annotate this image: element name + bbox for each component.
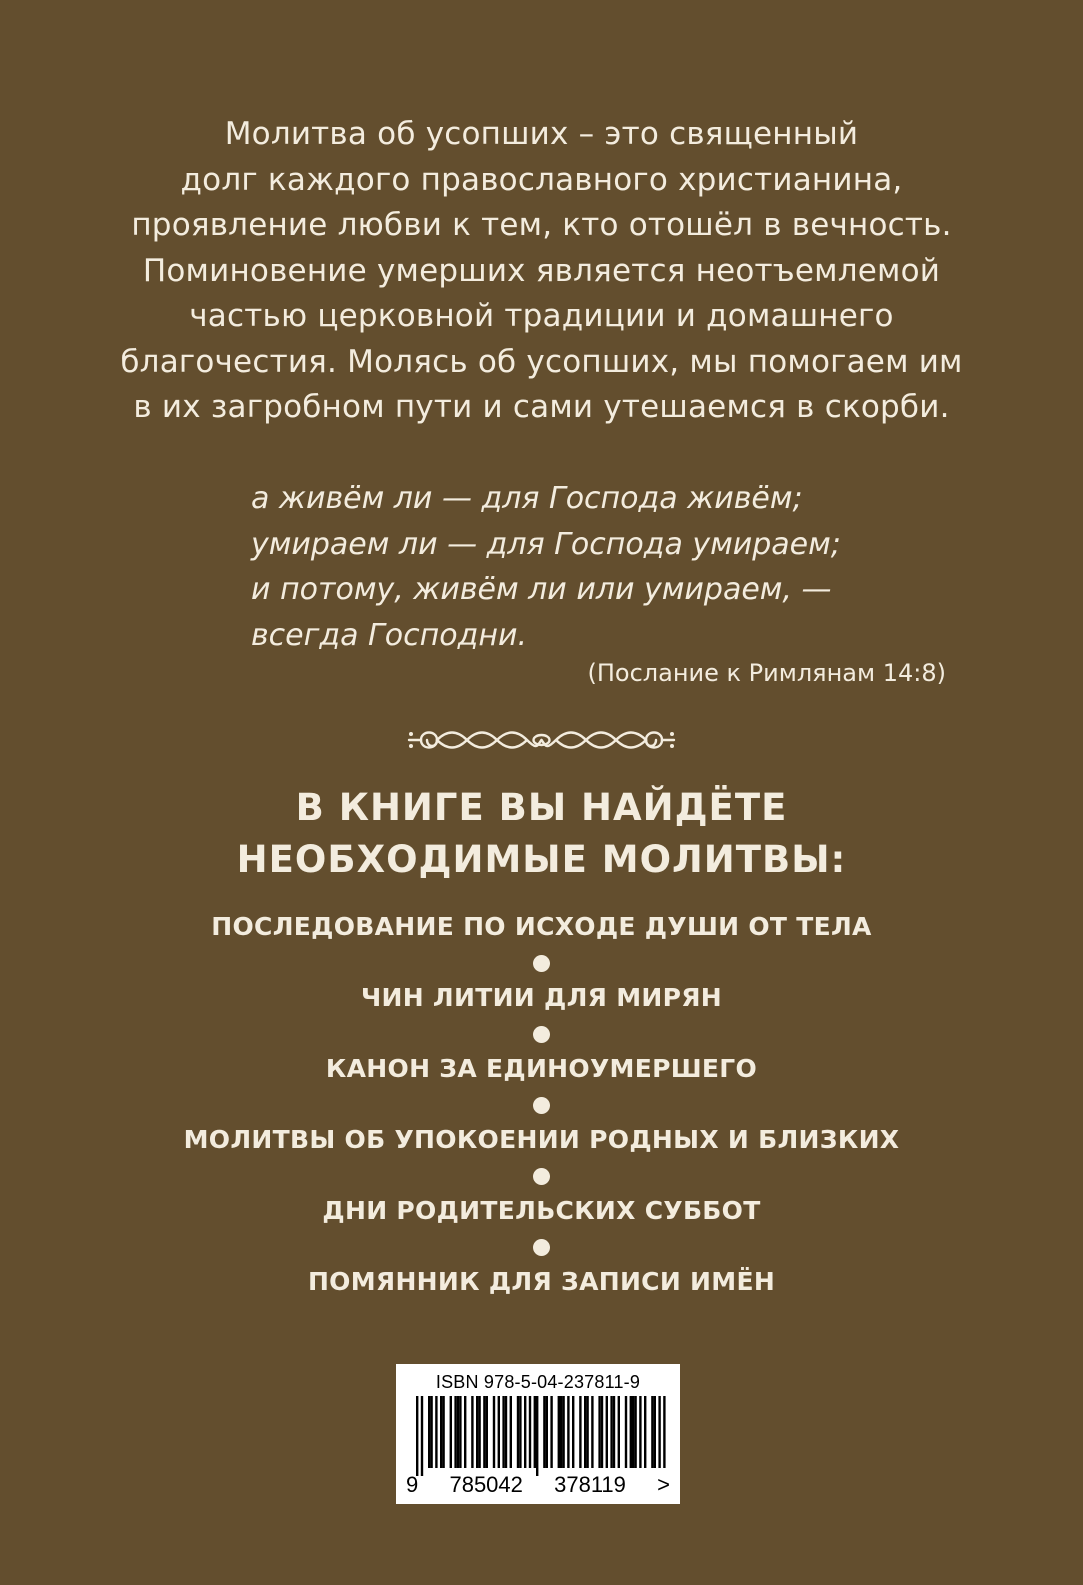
barcode-bar — [579, 1396, 581, 1468]
barcode-bar — [459, 1396, 461, 1468]
barcode-bar — [634, 1396, 636, 1468]
barcode-bar — [625, 1396, 627, 1468]
intro-line: Молитва об усопших – это священный — [224, 116, 859, 152]
bullet-separator — [0, 1155, 1083, 1196]
barcode-bar — [478, 1396, 480, 1468]
barcode-bar — [630, 1396, 632, 1468]
barcode-bar — [529, 1396, 531, 1468]
bullet-separator — [0, 942, 1083, 983]
barcode-bar — [658, 1396, 660, 1468]
contents-item: ЧИН ЛИТИИ ДЛЯ МИРЯН — [360, 983, 723, 1012]
barcode-bar — [558, 1396, 560, 1468]
barcode-bar — [498, 1396, 500, 1468]
bullet-separator — [0, 1084, 1083, 1125]
barcode-digit-group: 785042 — [449, 1472, 523, 1497]
contents-item: ПОМЯННИК ДЛЯ ЗАПИСИ ИМЁН — [307, 1267, 776, 1296]
barcode-digit-group: 378119 — [554, 1472, 626, 1497]
barcode-bar — [457, 1396, 459, 1468]
barcode-bar — [644, 1396, 646, 1468]
contents-item: ДНИ РОДИТЕЛЬСКИХ СУББОТ — [322, 1196, 761, 1225]
barcode-bar — [430, 1396, 432, 1468]
barcode-bar — [546, 1396, 548, 1468]
barcode-bar — [613, 1396, 615, 1468]
barcode-bar — [454, 1396, 456, 1468]
barcode-bar — [421, 1396, 423, 1476]
dot-icon — [533, 1026, 550, 1043]
barcode-bar — [632, 1396, 634, 1468]
intro-line: Поминовение умерших является неотъемлемой — [142, 252, 941, 289]
intro-line: частью церковной традиции и домашнего — [189, 298, 894, 334]
barcode-bar — [639, 1396, 641, 1468]
quote-citation: (Послание к Римлянам 14:8) — [587, 659, 946, 687]
barcode-bar — [440, 1396, 442, 1468]
dot-icon — [533, 1097, 550, 1114]
contents-item: ПОСЛЕДОВАНИЕ ПО ИСХОДЕ ДУШИ ОТ ТЕЛА — [211, 912, 872, 941]
barcode-bar — [534, 1396, 536, 1468]
intro-line: благочестия. Молясь об усопших, мы помогаем им — [120, 343, 963, 380]
intro-line: проявление любви к тем, кто отошёл в вечность. — [131, 207, 952, 243]
barcode-bar — [586, 1396, 588, 1468]
barcode-bar — [550, 1396, 552, 1468]
barcode-bar — [572, 1396, 574, 1468]
barcode-bar — [476, 1396, 478, 1468]
barcode-bar — [493, 1396, 495, 1468]
barcode-bar — [536, 1396, 538, 1476]
barcode-bar — [584, 1396, 586, 1468]
quote-line: всегда Господни. — [251, 617, 527, 653]
barcode-bar — [601, 1396, 603, 1468]
barcode-bar — [517, 1396, 519, 1468]
barcode-bar — [651, 1396, 653, 1468]
barcode-bar — [543, 1396, 545, 1468]
barcode-bar — [510, 1396, 512, 1468]
barcode-bar — [450, 1396, 452, 1468]
quote-line: умираем ли — для Господа умираем; — [251, 526, 841, 562]
contents-item: КАНОН ЗА ЕДИНОУМЕРШЕГО — [325, 1054, 758, 1083]
intro-text — [80, 112, 1003, 431]
barcode-bar — [560, 1396, 562, 1468]
contents-heading — [0, 782, 1083, 886]
barcode-bar — [567, 1396, 569, 1468]
barcode-bar — [416, 1396, 418, 1476]
barcode-bar — [663, 1396, 665, 1468]
ornamental-divider-icon — [403, 722, 680, 758]
barcode-bar — [471, 1396, 473, 1468]
bullet-separator — [0, 1013, 1083, 1054]
barcode-bar — [591, 1396, 593, 1468]
barcode-digit-group: 9 — [406, 1472, 419, 1497]
quote-line: и потому, живём ли или умираем, — — [251, 572, 832, 607]
contents-item: МОЛИТВЫ ОБ УПОКОЕНИИ РОДНЫХ И БЛИЗКИХ — [183, 1125, 900, 1154]
scripture-quote — [251, 476, 951, 658]
contents-list — [0, 912, 1083, 1297]
barcode-bar — [464, 1396, 466, 1468]
barcode-bar — [598, 1396, 600, 1468]
barcode-bar — [502, 1396, 504, 1468]
barcode-bar — [606, 1396, 608, 1468]
barcode-bar — [610, 1396, 612, 1468]
barcode-bar — [435, 1396, 437, 1468]
barcode-bar — [442, 1396, 444, 1468]
barcode-bar — [562, 1396, 564, 1468]
dot-icon — [533, 1168, 550, 1185]
barcode-bar — [654, 1396, 656, 1468]
barcode-bar — [524, 1396, 526, 1468]
quote-line: а живём ли — для Господа живём; — [251, 481, 803, 516]
barcode-bar — [483, 1396, 485, 1468]
intro-line: в их загробном пути и сами утешаемся в скорби. — [133, 389, 950, 425]
heading-line: В КНИГЕ ВЫ НАЙДЁТЕ — [295, 786, 788, 829]
dot-icon — [533, 955, 550, 972]
barcode-digit-group: > — [657, 1472, 670, 1497]
barcode-bar — [618, 1396, 620, 1468]
barcode-bar — [505, 1396, 507, 1468]
barcode-bars — [408, 1396, 668, 1476]
barcode-bar — [519, 1396, 521, 1468]
isbn-barcode — [396, 1364, 680, 1504]
barcode-digits — [406, 1472, 670, 1498]
barcode-bar — [486, 1396, 488, 1468]
intro-line: долг каждого православного христианина, — [180, 161, 903, 198]
heading-line: НЕОБХОДИМЫЕ МОЛИТВЫ: — [236, 838, 847, 881]
bullet-separator — [0, 1226, 1083, 1267]
barcode-bar — [428, 1396, 430, 1468]
dot-icon — [533, 1239, 550, 1256]
isbn-label: ISBN 978-5-04-237811-9 — [435, 1372, 641, 1392]
